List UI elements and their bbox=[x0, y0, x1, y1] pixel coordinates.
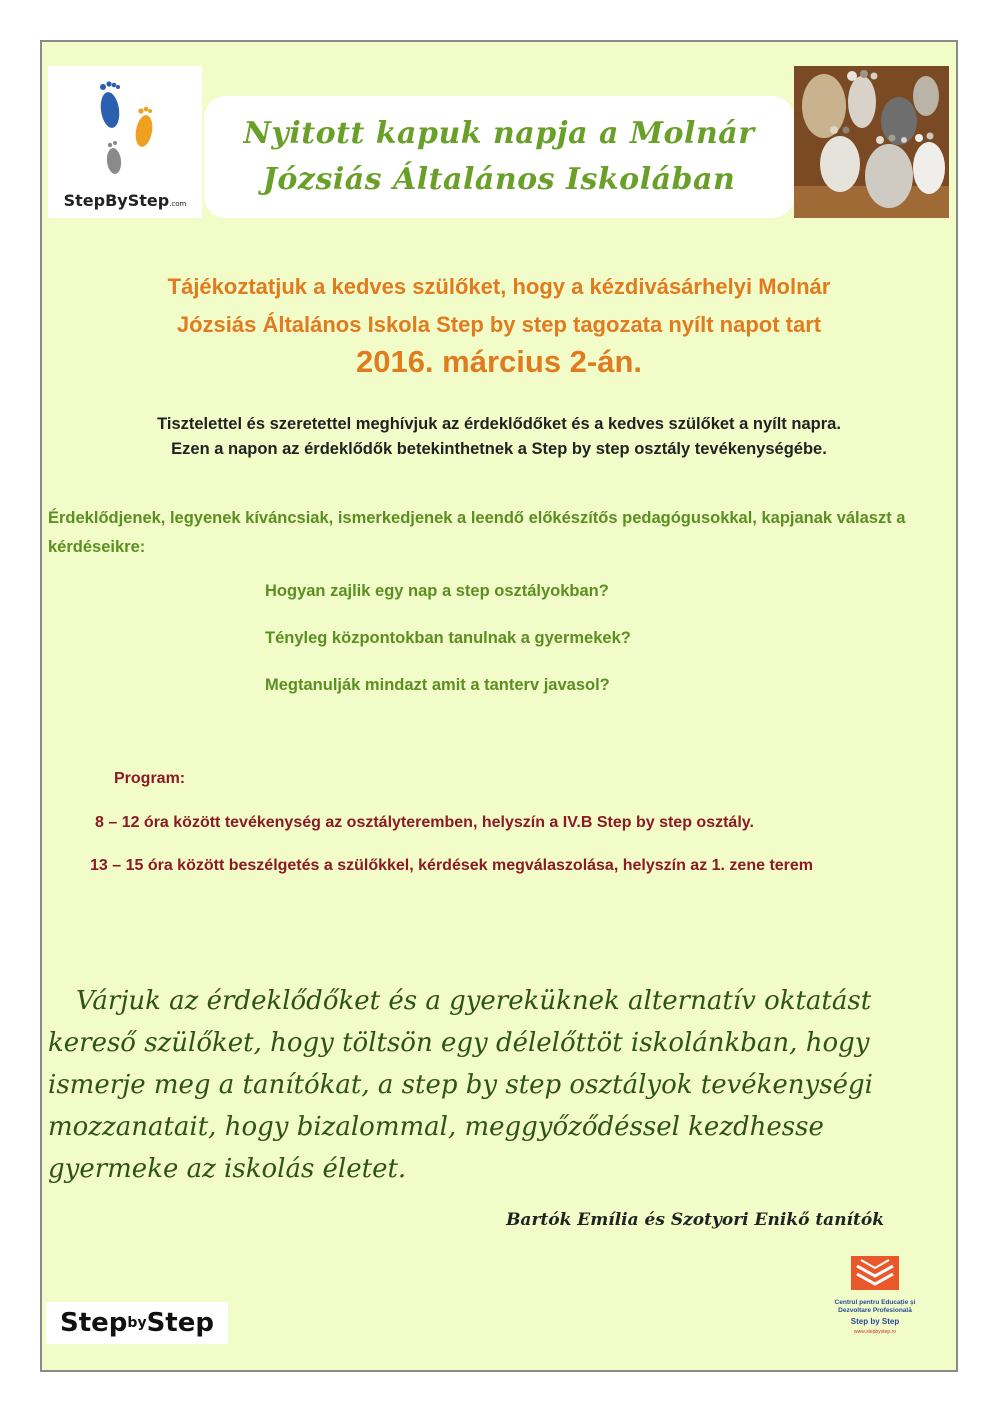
invitation-line-2: Ezen a napon az érdeklődők betekinthetnek a Step by step osztály tevékenységébe. bbox=[171, 440, 827, 458]
cepd-name: Centrul pentru Educație și Dezvoltare Profesională bbox=[834, 1299, 916, 1314]
program-item-afternoon: 13 – 15 óra között beszélgetés a szülőkkel, kérdések megválaszolása, helyszín az 1. zene terem bbox=[90, 857, 814, 874]
intro-line-1: Tájékoztatjuk a kedves szülőket, hogy a kézdivásárhelyi Molnár bbox=[167, 274, 831, 299]
question-item: Megtanulják mindazt amit a tanterv javasol? bbox=[265, 676, 610, 694]
invitation-text bbox=[62, 412, 936, 462]
program-item-morning: 8 – 12 óra között tevékenység az osztályteremben, helyszín a IV.B Step by step osztály. bbox=[95, 814, 754, 831]
stepbystep-logo bbox=[48, 66, 202, 218]
question-list bbox=[265, 582, 631, 723]
closing-paragraph: Várjuk az érdeklődőket és a gyereküknek alternatív oktatást kereső szülőket, hogy töltsön egy délelőttöt iskolánkban, hogy ismerje meg a tanítókat, a step by step osztályok tevékenységi mozzanatait, hogy bizalommal, meggyőződéssel kezdhesse gyermeke az iskolás életet. bbox=[48, 986, 873, 1184]
cepd-emblem-icon bbox=[847, 1254, 903, 1294]
logo-text: StepByStep.com bbox=[63, 191, 187, 210]
program-label: Program: bbox=[114, 770, 186, 787]
event-date: 2016. március 2-án. bbox=[355, 344, 643, 379]
question-item: Hogyan zajlik egy nap a step osztályokban? bbox=[265, 582, 609, 600]
stepbystep-footer-logo: Step by Step bbox=[46, 1302, 228, 1344]
footprints-icon bbox=[48, 66, 202, 176]
pebble-footprints-photo bbox=[794, 66, 949, 218]
page-title-line-2: Józsiás Általános Iskolában bbox=[262, 162, 736, 197]
cepd-subtitle: Step by Step bbox=[850, 1317, 900, 1326]
signature: Bartók Emília és Szotyori Enikő tanítók bbox=[506, 1210, 884, 1230]
title-banner bbox=[204, 96, 794, 218]
cepd-url: www.stepbystep.ro bbox=[854, 1329, 896, 1335]
curious-paragraph: Érdeklődjenek, legyenek kíváncsiak, ismerkedjenek a leendő előkészítős pedagógusokkal, kapjanak választ a kérdéseikre: bbox=[48, 509, 906, 556]
intro-line-2: Józsiás Általános Iskola Step by step tagozata nyílt napot tart bbox=[176, 312, 822, 337]
invitation-line-1: Tisztelettel és szeretettel meghívjuk az érdeklődőket és a kedves szülőket a nyílt napra. bbox=[157, 415, 841, 433]
intro-text bbox=[82, 268, 916, 344]
page-title-line-1: Nyitott kapuk napja a Molnár bbox=[243, 116, 755, 151]
question-item: Tényleg központokban tanulnak a gyermekek? bbox=[265, 629, 631, 647]
flyer-page bbox=[40, 40, 958, 1372]
cepd-logo bbox=[830, 1254, 920, 1335]
